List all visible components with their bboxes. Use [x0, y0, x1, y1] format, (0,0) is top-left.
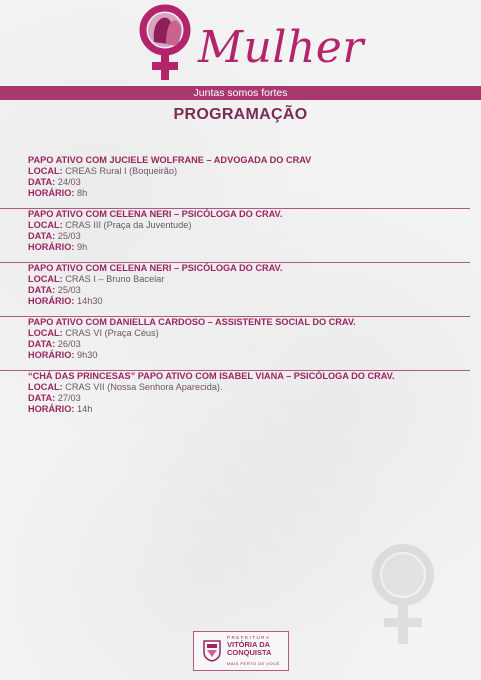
event-item — [28, 209, 442, 262]
local-label: LOCAL: — [28, 166, 63, 176]
tagline: Juntas somos fortes — [193, 87, 288, 99]
event-date: 27/03 — [57, 393, 81, 403]
event-date: 24/03 — [57, 177, 81, 187]
event-title: “CHÁ DAS PRINCESAS” PAPO ATIVO COM ISABEL VIANA – PSICÓLOGA DO CRAV. — [28, 371, 395, 381]
event-date: 26/03 — [57, 339, 81, 349]
brand-title: Mulher — [198, 22, 364, 73]
event-item — [28, 371, 442, 424]
horario-label: HORÁRIO: — [28, 242, 75, 252]
event-local: CRAS VII (Nossa Senhora Aparecida). — [65, 382, 223, 392]
tagline-band — [0, 86, 481, 100]
event-item — [28, 263, 442, 316]
event-time: 9h — [77, 242, 88, 252]
event-time: 9h30 — [77, 350, 98, 360]
horario-label: HORÁRIO: — [28, 188, 75, 198]
event-time: 8h — [77, 188, 88, 198]
horario-label: HORÁRIO: — [28, 404, 75, 414]
event-title: PAPO ATIVO COM JUCIELE WOLFRANE – ADVOGADA DO CRAV — [28, 155, 312, 165]
event-title: PAPO ATIVO COM CELENA NERI – PSICÓLOGA DO CRAV. — [28, 209, 283, 219]
event-title: PAPO ATIVO COM CELENA NERI – PSICÓLOGA DO CRAV. — [28, 263, 283, 273]
event-title: PAPO ATIVO COM DANIELLA CARDOSO – ASSISTENTE SOCIAL DO CRAV. — [28, 317, 356, 327]
page-title: PROGRAMAÇÃO — [173, 106, 308, 123]
event-time: 14h30 — [77, 296, 103, 306]
local-label: LOCAL: — [28, 328, 63, 338]
venus-logo — [130, 2, 200, 84]
event-local: CREAS Rural I (Boqueirão) — [65, 166, 178, 176]
footer-city-line1: VITÓRIA DA — [227, 640, 271, 649]
venus-watermark-icon — [368, 540, 438, 650]
local-label: LOCAL: — [28, 274, 63, 284]
event-date: 25/03 — [57, 285, 81, 295]
data-label: DATA: — [28, 393, 56, 403]
local-label: LOCAL: — [28, 382, 63, 392]
footer-prefeitura: PREFEITURA — [227, 635, 271, 640]
prefeitura-logo — [193, 631, 289, 671]
coat-of-arms-icon — [202, 638, 222, 662]
data-label: DATA: — [28, 177, 56, 187]
event-item — [28, 155, 442, 208]
data-label: DATA: — [28, 231, 56, 241]
horario-label: HORÁRIO: — [28, 296, 75, 306]
footer-city — [227, 641, 271, 657]
event-date: 25/03 — [57, 231, 81, 241]
event-item — [28, 317, 442, 370]
footer-city-line2: CONQUISTA — [227, 648, 272, 657]
data-label: DATA: — [28, 339, 56, 349]
horario-label: HORÁRIO: — [28, 350, 75, 360]
event-list — [28, 155, 442, 424]
event-local: CRAS VI (Praça Céus) — [65, 328, 159, 338]
event-local: CRAS III (Praça da Juventude) — [65, 220, 192, 230]
event-time: 14h — [77, 404, 93, 414]
footer-slogan: MAIS PERTO DE VOCÊ — [227, 661, 280, 666]
data-label: DATA: — [28, 285, 56, 295]
event-local: CRAS I – Bruno Bacelar — [65, 274, 165, 284]
local-label: LOCAL: — [28, 220, 63, 230]
